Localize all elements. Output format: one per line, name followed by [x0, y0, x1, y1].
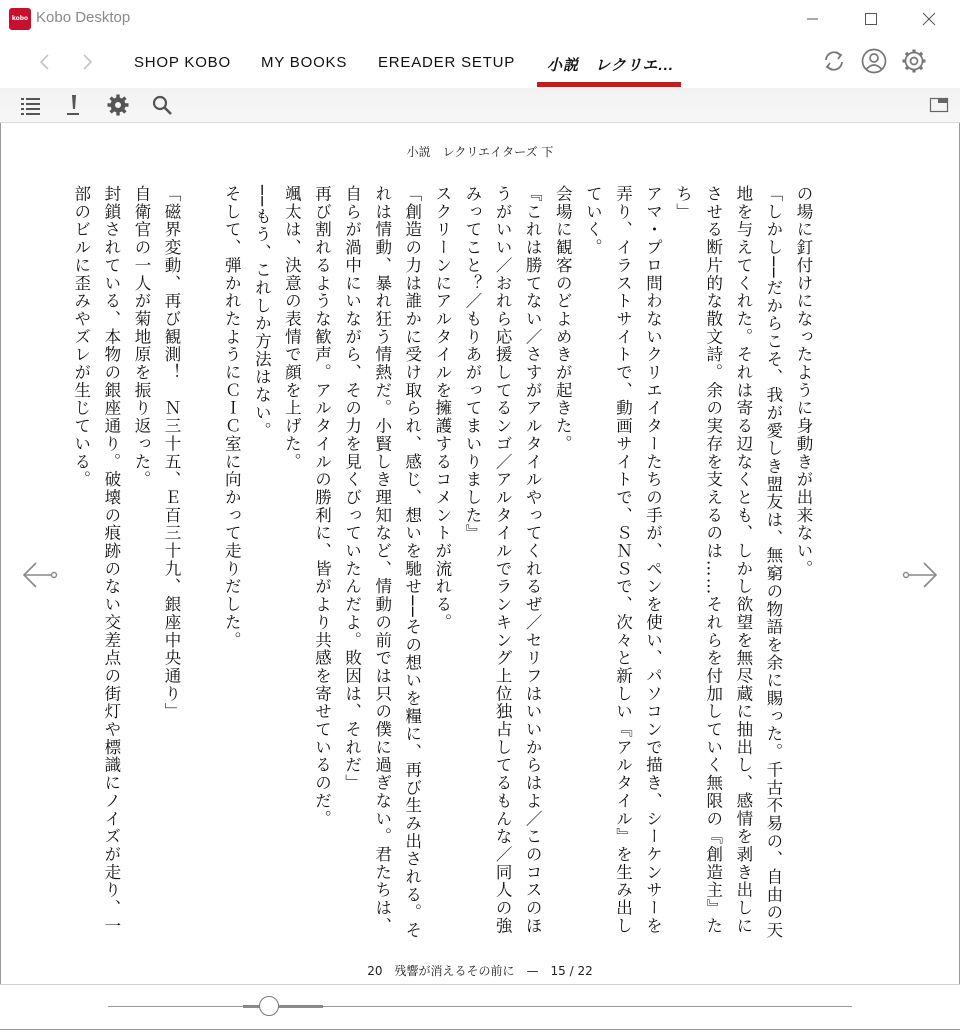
window-title: Kobo Desktop [36, 9, 131, 26]
text-paragraph: 自衛官の一人が菊地原を振り返った。 [131, 185, 151, 489]
back-button[interactable] [34, 50, 58, 74]
annotations-icon [62, 93, 86, 117]
table-of-contents-button[interactable] [19, 93, 43, 117]
table-of-contents-icon [19, 93, 43, 117]
kobo-logo-icon: kobo [9, 8, 31, 30]
back-arrow-icon [34, 50, 58, 74]
progress-bar-area [0, 984, 960, 1029]
text-paragraph: 颯太は、決意の表情で顔を上げた。 [282, 185, 302, 471]
title-bar [0, 0, 960, 38]
minimize-icon [805, 11, 821, 27]
running-head: 小説 レクリエイターズ 下 [406, 145, 554, 159]
reading-settings-button[interactable] [106, 93, 130, 117]
settings-button[interactable] [900, 47, 928, 75]
close-window-button[interactable] [906, 0, 952, 38]
tab-current-book[interactable]: 小説 レクリエ... [547, 57, 674, 74]
sync-icon [820, 47, 848, 75]
text-paragraph: 会場に観客のどよめきが起きた。 [553, 185, 573, 453]
next-page-arrow-icon [900, 560, 940, 590]
search-button[interactable] [150, 93, 174, 117]
reading-settings-icon [106, 93, 130, 117]
fullscreen-icon [927, 93, 951, 117]
text-paragraph: 「創造の力は誰かに受け取られ、感じ、想いを馳せ──その想いを糧に、再び生み出される。それは情動、暴れ狂う情熱だ。小賢しき理知など、情動の前では只の僕に過ぎない。君たちは、自らが渦中にいながら、その力を見くびっていたんだよ。敗因は、それだ」 [342, 185, 422, 940]
text-paragraph: 再び割れるような歓声。アルタイルの勝利に、皆がより共感を寄せているのだ。 [312, 185, 332, 828]
maximize-icon [863, 11, 879, 27]
sync-button[interactable] [820, 47, 848, 75]
next-page-button[interactable] [900, 560, 940, 590]
text-paragraph: そして、弾かれたようにＣＩＣ室に向かって走りだした。 [222, 185, 242, 650]
text-paragraph: 封鎖されている、本物の銀座通り。破壊の痕跡のない交差点の街灯や標識にノイズが走り、一部のビルに歪みやズレが生じている。 [71, 185, 121, 935]
forward-arrow-icon [74, 50, 98, 74]
search-icon [150, 93, 174, 117]
previous-page-arrow-icon [20, 560, 60, 590]
main-nav [0, 38, 960, 88]
active-tab-indicator [537, 82, 681, 87]
scene-break [186, 185, 216, 945]
account-button[interactable] [860, 47, 888, 75]
annotations-button[interactable] [62, 93, 86, 117]
text-paragraph: 『これは勝てない／さすがアルタイルやってくれるぜ／セリフはいいからはよ／このコスのほうがいい／おれら応援してるンゴ／アルタイルでランキング上位独占してるもんな／同人の強みってこと？／もりあがってまいりました』 [462, 185, 543, 935]
minimize-button[interactable] [790, 0, 836, 38]
tab-ereader-setup[interactable]: EREADER SETUP [378, 54, 516, 71]
maximize-button[interactable] [848, 0, 894, 38]
account-icon [860, 47, 888, 75]
settings-gear-icon [900, 47, 928, 75]
text-paragraph: ──もう、これしか方法はない。 [252, 185, 272, 440]
text-paragraph: 「磁界変動、再び観測！ Ｎ三十五、Ｅ百三十九、銀座中央通り」 [162, 185, 182, 721]
tab-my-books[interactable]: MY BOOKS [261, 54, 348, 71]
forward-button[interactable] [74, 50, 98, 74]
fullscreen-button[interactable] [927, 93, 951, 117]
progress-slider-thumb[interactable] [259, 996, 279, 1016]
progress-slider-track[interactable] [108, 1006, 852, 1007]
text-paragraph: 「しかし──だからこそ、我が愛しき盟友は、無窮の物語を余に賜った。千古不易の、自由の天地を与えてくれた。それは寄る辺なくとも、しかし欲望を無尽蔵に抽出し、感情を剥き出しにさせる断片的な散文詩。余の実存を支えるのは……それらを付加していく無限の『創造主』たち」 [673, 185, 783, 940]
reader-toolbar [0, 88, 960, 123]
page-text [71, 185, 818, 945]
tab-shop-kobo[interactable]: SHOP KOBO [134, 54, 231, 71]
text-paragraph: アマ・プロ問わないクリエイターたちの手が、ペンを使い、パソコンで描き、シーケンサーを弄り、イラストサイトで、動画サイトで、ＳＮＳで、次々と新しい『アルタイル』を生み出していく。 [583, 185, 663, 935]
text-paragraph: スクリーンにアルタイルを擁護するコメントが流れる。 [432, 185, 452, 632]
previous-page-button[interactable] [20, 560, 60, 590]
text-paragraph: の場に釘付けになったように身動きが出来ない。 [794, 185, 813, 578]
chapter-page-info: 20 残響が消えるその前に — 15 / 22 [367, 964, 593, 978]
close-icon [921, 11, 937, 27]
progress-slider-fill [243, 1005, 323, 1008]
